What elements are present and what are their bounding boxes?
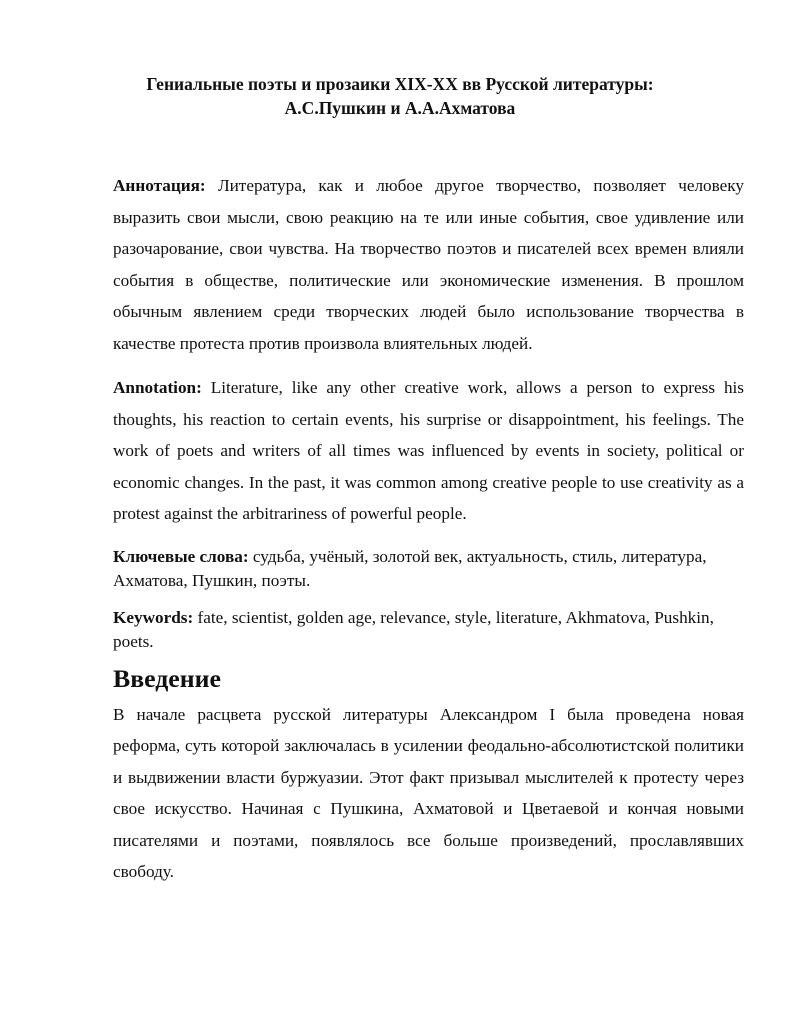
abstract-ru-paragraph xyxy=(113,170,744,359)
abstract-ru-label: Аннотация: xyxy=(113,176,206,195)
intro-paragraph: В начале расцвета русской литературы Александром I была проведена новая реформа, суть которой заключалась в усилении феодально-абсолютистской политики и выдвижении власти буржуазии. Этот факт призывал мыслителей к протесту через свое искусство. Начиная с Пушкина, Ахматовой и Цветаевой и кончая новыми писателями и поэтами, появлялось все больше произведений, прославлявших свободу. xyxy=(113,704,744,881)
abstract-en-text: Literature, like any other creative work, allows a person to express his thoughts, his reaction to certain events, his surprise or disappointment, his feelings. The work of poets and writers of all times was influenced by events in society, political or economic changes. In the past, it was common among creative people to use creativity as a protest against the arbitrariness of powerful people. xyxy=(113,378,744,523)
abstract-ru-text: Литература, как и любое другое творчество, позволяет человеку выразить свои мысли, свою реакцию на те или иные события, свое удивление или разочарование, свои чувства. На творчество поэтов и писателей всех времен влияли события в обществе, политические или экономические изменения. В прошлом обычным явлением среди творческих людей было использование творчества в качестве протеста против произвола влиятельных людей. xyxy=(113,176,744,353)
keywords-ru-text: судьба, учёный, золотой век, актуальность, стиль, литература, Ахматова, Пушкин, поэты. xyxy=(113,546,707,590)
abstract-en-label: Annotation: xyxy=(113,378,202,397)
keywords-en-label: Keywords: xyxy=(113,607,194,627)
page-title xyxy=(60,72,740,120)
abstract-en-paragraph xyxy=(113,372,744,530)
keywords-en-text: fate, scientist, golden age, relevance, style, literature, Akhmatova, Pushkin, poets. xyxy=(113,607,714,651)
title-line-2: А.С.Пушкин и А.А.Ахматова xyxy=(284,98,516,118)
keywords-ru-label: Ключевые слова: xyxy=(113,546,249,566)
keywords-en-paragraph xyxy=(113,606,744,654)
intro-heading: Введение xyxy=(113,663,221,693)
keywords-ru-paragraph xyxy=(113,545,744,593)
document-body xyxy=(113,170,744,888)
title-line-1: Гениальные поэты и прозаики XIX-XX вв Русской литературы: xyxy=(146,74,654,94)
